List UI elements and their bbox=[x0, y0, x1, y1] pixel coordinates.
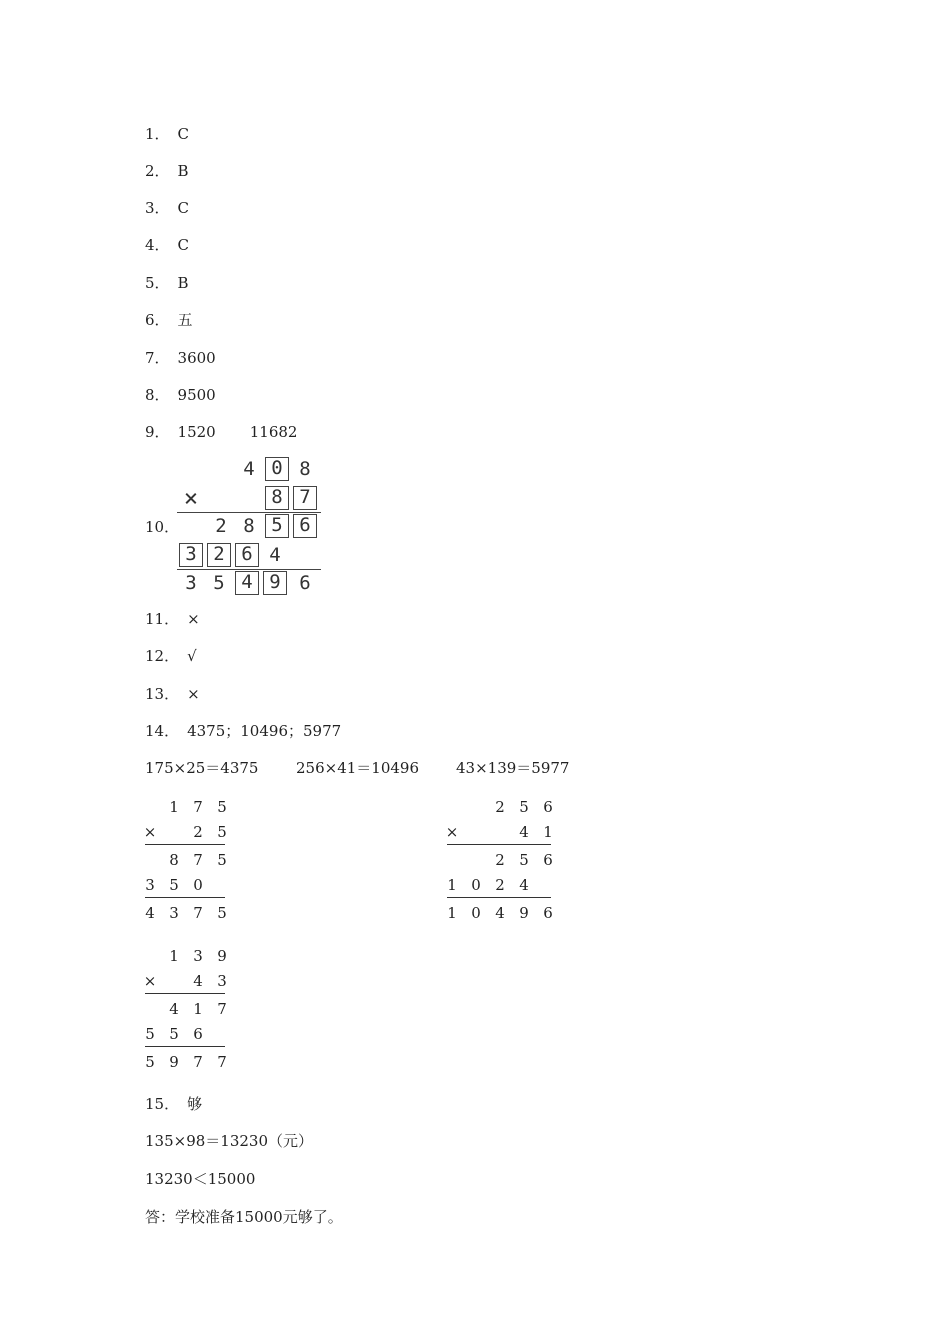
answer-text-second: 11682 bbox=[249, 423, 298, 441]
q14-equations bbox=[145, 758, 745, 778]
digit: 5 bbox=[217, 823, 227, 841]
answer-text: B bbox=[177, 162, 189, 180]
digit: 4 bbox=[519, 876, 529, 894]
answer-number: 12． bbox=[145, 647, 180, 665]
digit: 5 bbox=[519, 851, 529, 869]
answer-text: × bbox=[187, 610, 200, 628]
digit: 0 bbox=[193, 876, 203, 894]
boxed-digit: 0 bbox=[265, 457, 289, 481]
answer-text: C bbox=[177, 199, 190, 217]
digit: 7 bbox=[193, 1053, 203, 1071]
answer-text: C bbox=[177, 125, 190, 143]
equation: 175×25＝4375 bbox=[145, 759, 259, 777]
boxed-digit: 4 bbox=[235, 571, 259, 595]
answer-11 bbox=[145, 609, 200, 629]
q15-calculation: 135×98＝13230（元） bbox=[145, 1132, 314, 1150]
answer-5 bbox=[145, 273, 189, 293]
digit: 5 bbox=[217, 904, 227, 922]
digit: 5 bbox=[217, 798, 227, 816]
answer-14 bbox=[145, 721, 341, 741]
digit: 7 bbox=[193, 851, 203, 869]
digit: 4 bbox=[519, 823, 529, 841]
answer-number: 2． bbox=[145, 162, 170, 180]
answer-text: C bbox=[177, 236, 190, 254]
boxed-digit: 2 bbox=[207, 543, 231, 567]
answer-13 bbox=[145, 684, 200, 704]
times-sign: × bbox=[445, 823, 459, 841]
answer-text: 1520 bbox=[177, 423, 216, 441]
boxed-digit: 6 bbox=[235, 543, 259, 567]
answer-number: 14． bbox=[145, 722, 180, 740]
vertical-multiplication-1 bbox=[143, 797, 233, 927]
digit: 7 bbox=[217, 1053, 227, 1071]
digit: 4 bbox=[145, 904, 155, 922]
digit: 2 bbox=[215, 515, 227, 537]
boxed-digit: 5 bbox=[265, 514, 289, 538]
digit: 5 bbox=[519, 798, 529, 816]
rule-line bbox=[447, 844, 551, 845]
digit: 2 bbox=[193, 823, 203, 841]
digit: 6 bbox=[299, 572, 311, 594]
rule-line bbox=[447, 897, 551, 898]
digit: 5 bbox=[145, 1025, 155, 1043]
digit: 7 bbox=[217, 1000, 227, 1018]
answer-number: 9． bbox=[145, 423, 170, 441]
rule-line bbox=[145, 993, 225, 994]
answer-number: 5． bbox=[145, 274, 170, 292]
digit: 8 bbox=[243, 515, 255, 537]
digit: 4 bbox=[243, 458, 255, 480]
rule-line bbox=[145, 844, 225, 845]
answer-10 bbox=[145, 517, 179, 537]
answer-number: 15． bbox=[145, 1095, 180, 1113]
digit: 7 bbox=[193, 904, 203, 922]
equation: 256×41＝10496 bbox=[296, 759, 420, 777]
rule-line bbox=[177, 512, 321, 513]
vertical-multiplication-3 bbox=[143, 946, 233, 1076]
digit: 5 bbox=[145, 1053, 155, 1071]
q15-comparison: 13230＜15000 bbox=[145, 1170, 256, 1188]
digit: 1 bbox=[447, 904, 457, 922]
rule-line bbox=[177, 569, 321, 570]
digit: 1 bbox=[169, 798, 179, 816]
answer-text: B bbox=[177, 274, 189, 292]
digit: 6 bbox=[543, 904, 553, 922]
answer-number: 10． bbox=[145, 518, 180, 536]
q10-multiplication-puzzle bbox=[175, 455, 325, 597]
q15-conclusion: 答：学校准备15000元够了。 bbox=[145, 1208, 343, 1226]
digit: 2 bbox=[495, 798, 505, 816]
answer-text: 够 bbox=[187, 1095, 203, 1113]
digit: 7 bbox=[193, 798, 203, 816]
answer-3 bbox=[145, 198, 189, 218]
answer-number: 6． bbox=[145, 311, 170, 329]
digit: 1 bbox=[169, 947, 179, 965]
digit: 9 bbox=[169, 1053, 179, 1071]
digit: 5 bbox=[169, 1025, 179, 1043]
digit: 4 bbox=[193, 972, 203, 990]
digit: 1 bbox=[447, 876, 457, 894]
answer-6 bbox=[145, 310, 193, 330]
digit: 6 bbox=[543, 798, 553, 816]
answer-text: 3600 bbox=[177, 349, 216, 367]
digit: 4 bbox=[169, 1000, 179, 1018]
digit: 6 bbox=[543, 851, 553, 869]
boxed-digit: 8 bbox=[265, 486, 289, 510]
boxed-digit: 3 bbox=[179, 543, 203, 567]
answer-text: 4375；10496；5977 bbox=[187, 722, 342, 740]
answer-2 bbox=[145, 161, 189, 181]
digit: 1 bbox=[193, 1000, 203, 1018]
digit: 0 bbox=[471, 904, 481, 922]
answer-number: 13． bbox=[145, 685, 180, 703]
digit: 9 bbox=[217, 947, 227, 965]
digit: 2 bbox=[495, 876, 505, 894]
answer-8 bbox=[145, 385, 216, 405]
boxed-digit: 9 bbox=[263, 571, 287, 595]
digit: 5 bbox=[213, 572, 225, 594]
times-sign: × bbox=[143, 823, 157, 841]
boxed-digit: 7 bbox=[293, 486, 317, 510]
answer-9 bbox=[145, 422, 297, 442]
answer-number: 11． bbox=[145, 610, 180, 628]
digit: 3 bbox=[193, 947, 203, 965]
answer-number: 1． bbox=[145, 125, 170, 143]
digit: 4 bbox=[495, 904, 505, 922]
digit: 9 bbox=[519, 904, 529, 922]
digit: 2 bbox=[495, 851, 505, 869]
digit: 0 bbox=[471, 876, 481, 894]
digit: 8 bbox=[299, 458, 311, 480]
answer-number: 8． bbox=[145, 386, 170, 404]
boxed-digit: 6 bbox=[293, 514, 317, 538]
times-sign: × bbox=[143, 972, 157, 990]
digit: 3 bbox=[145, 876, 155, 894]
digit: 1 bbox=[543, 823, 553, 841]
digit: 6 bbox=[193, 1025, 203, 1043]
digit: 5 bbox=[217, 851, 227, 869]
times-sign: × bbox=[183, 484, 199, 512]
digit: 4 bbox=[269, 544, 281, 566]
rule-line bbox=[145, 897, 225, 898]
equation: 43×139＝5977 bbox=[456, 759, 570, 777]
digit: 5 bbox=[169, 876, 179, 894]
digit: 8 bbox=[169, 851, 179, 869]
vertical-multiplication-2 bbox=[445, 797, 560, 927]
digit: 3 bbox=[217, 972, 227, 990]
answer-7 bbox=[145, 348, 216, 368]
answer-text: 9500 bbox=[177, 386, 216, 404]
digit: 3 bbox=[169, 904, 179, 922]
digit: 3 bbox=[185, 572, 197, 594]
answer-4 bbox=[145, 235, 189, 255]
answer-text: 五 bbox=[177, 311, 193, 329]
answer-text: √ bbox=[187, 647, 197, 665]
answer-number: 4． bbox=[145, 236, 170, 254]
answer-1 bbox=[145, 124, 189, 144]
answer-15 bbox=[145, 1094, 202, 1114]
answer-number: 3． bbox=[145, 199, 170, 217]
rule-line bbox=[145, 1046, 225, 1047]
answer-12 bbox=[145, 646, 197, 666]
answer-number: 7． bbox=[145, 349, 170, 367]
answer-text: × bbox=[187, 685, 200, 703]
